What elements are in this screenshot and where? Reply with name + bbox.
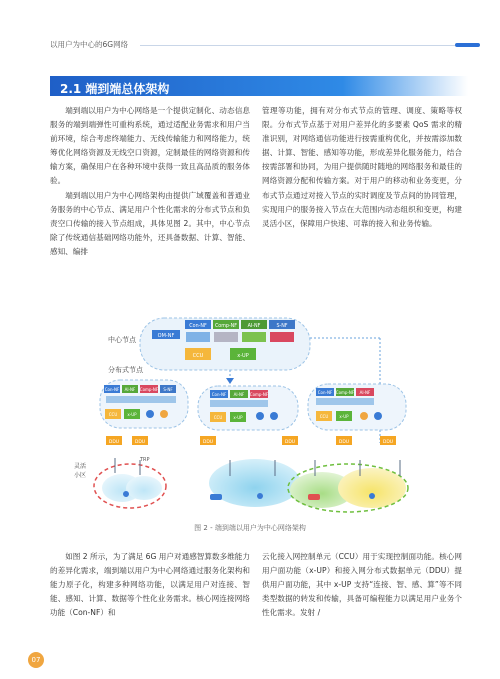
paragraph: 端到端以用户为中心网络是一个提供定制化、动态信息服务的端到端弹性可重构系统，通过适配业务需求和用户当前环境，综合考虑终端能力、无线传输能力和网络能力，统筹优化网络资源及无线空口资源，定制最佳的网络资源和传输方案，确保用户在各种环境中获得一致且高品质的服务体验。 [50, 106, 250, 186]
section-title: 2.1 端到端总体架构 [60, 82, 170, 96]
svg-text:AI-NF: AI-NF [233, 392, 245, 397]
distributed-node-3 [308, 384, 406, 430]
distributed-node-1 [100, 380, 188, 428]
figure-caption: 图 2 - 端到端以用户为中心网络架构 [194, 524, 306, 532]
svg-text:CCU: CCU [319, 414, 329, 419]
svg-text:DDU: DDU [284, 440, 296, 445]
paragraph: 管理等功能，拥有对分布式节点的管理、调度、策略等权限。分布式节点基于对用户差异化的多要素 QoS 需求的精准识别，对网络通信功能进行按需重构优化，并按需添加数据、计算、智能、感知等功能，形成差异化服务能力，结合按需部署和协同，为用户提供随时随地的网络服务和最佳的网络资源分配和传输方案。对于用户的移动和业务变更，分布式节点通过对接入节点的实时调度及节点间的协同管理，实现用户的服务接入节点在大范围内动态组织和变更，构建灵活小区，保障用户快速、可靠的接入和业务传输。 [262, 106, 462, 228]
svg-text:DDU: DDU [202, 440, 214, 445]
svg-text:CCU: CCU [108, 412, 118, 417]
svg-text:Con-NF: Con-NF [104, 387, 120, 392]
center-node-label: 中心节点 [108, 336, 136, 344]
header-title: 以用户为中心的6G网络 [50, 40, 129, 49]
flex-cell-label-1: 灵活 [74, 463, 87, 470]
svg-text:Comp-NF: Comp-NF [335, 390, 355, 395]
paragraph: 云化接入网控制单元（CCU）用于实现控制面功能。核心网用户面功能（x-UP）和接入网分布式数据单元（DDU）提供用户面功能，其中 x-UP 支持“连接、智、感、算”等不同类型数据的转发和传输，具备可编程能力以满足用户业务个性化需求。发射 / [262, 552, 462, 618]
svg-text:Comp-NF: Comp-NF [249, 392, 269, 397]
svg-text:AI-NF: AI-NF [124, 387, 136, 392]
svg-text:AI-NF: AI-NF [359, 390, 371, 395]
svg-text:CCU: CCU [213, 415, 223, 420]
om-nf-text: OM-NF [157, 333, 175, 339]
paragraph: 如图 2 所示，为了满足 6G 用户对通感智算数多维能力的差异化需求，端到端以用户为中心网络通过服务化架构和能力原子化，构建多种网络功能，以满足用户对连接、智能、感知、计算、数据等个性化业务需求。核心网连接网络功能（Con-NF）和 [50, 552, 250, 618]
svg-text:S-NF: S-NF [163, 387, 173, 392]
svg-text:Con-NF: Con-NF [211, 392, 227, 397]
bottom-left-column [50, 550, 250, 620]
paragraph: 端到端以用户为中心网络架构由提供广域覆盖和普通业务服务的中心节点、满足用户个性化需求的分布式节点和负责空口传输的接入节点组成，具体见图 2。其中，中心节点除了传统通信基础网络功能外，还具备数据、计算、智能、感知、编排 [50, 190, 250, 256]
svg-text:x-UP: x-UP [233, 415, 243, 420]
page-number: 07 [28, 652, 44, 668]
tag-text: Comp-NF [214, 324, 238, 329]
xup-text: x-UP [237, 353, 249, 359]
svg-text:DDU: DDU [108, 440, 120, 445]
header-accent-bar [455, 43, 480, 47]
bottom-right-column [262, 550, 462, 620]
arrow-down [226, 378, 234, 384]
svg-text:DDU: DDU [382, 440, 394, 445]
distributed-node-2 [198, 386, 298, 430]
cell-coverage [209, 459, 301, 507]
architecture-figure [60, 308, 450, 513]
tag-text: Con-NF [189, 324, 207, 329]
svg-text:Comp-NF: Comp-NF [139, 387, 159, 392]
svg-text:Con-NF: Con-NF [317, 390, 333, 395]
svg-text:DDU: DDU [338, 440, 350, 445]
trp-label: TRP [140, 457, 150, 463]
right-column [262, 104, 462, 231]
flex-cell-label-2: 小区 [74, 472, 87, 479]
architecture-diagram [60, 308, 450, 513]
svg-text:DDU: DDU [134, 440, 146, 445]
svg-text:x-UP: x-UP [127, 412, 137, 417]
tag-text: AI-NF [247, 324, 261, 329]
svg-text:x-UP: x-UP [339, 414, 349, 419]
distributed-label: 分布式节点 [108, 366, 143, 374]
left-column [50, 104, 250, 259]
header-rule [140, 45, 455, 46]
cell-coverage [126, 476, 162, 500]
ddu-units [106, 436, 396, 445]
ccu-text: CCU [192, 353, 204, 359]
tag-text: S-NF [276, 324, 288, 329]
